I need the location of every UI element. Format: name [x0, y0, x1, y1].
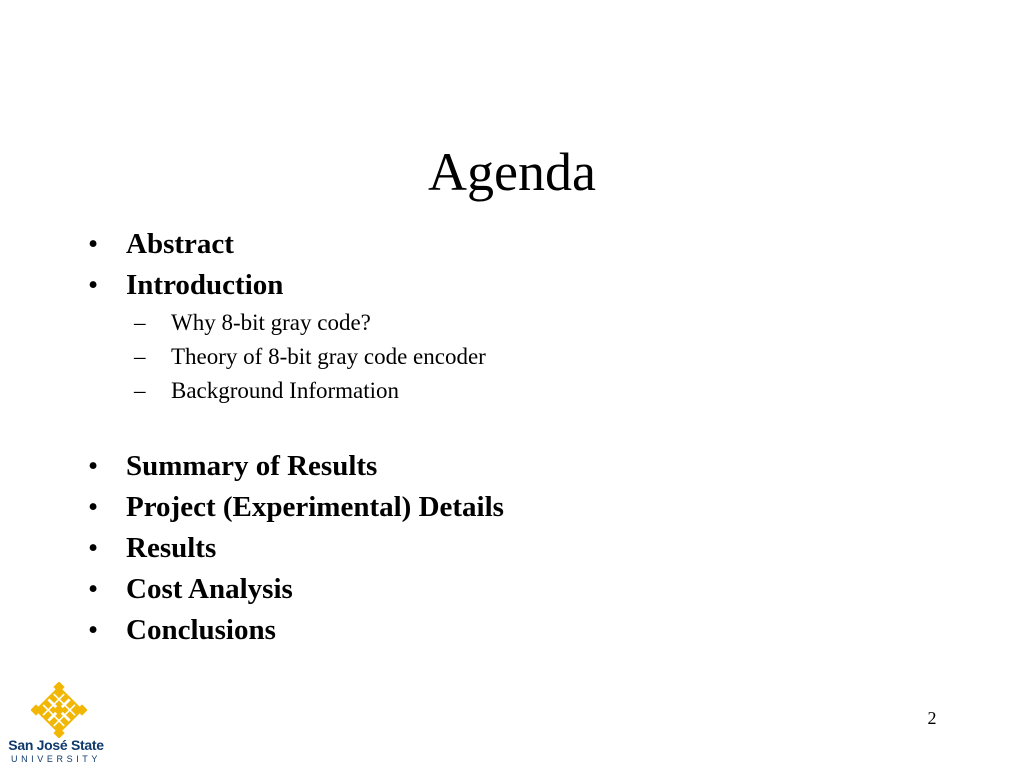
agenda-item-label: Results [126, 532, 217, 564]
dash-icon: – [134, 378, 146, 403]
bullet-icon: • [88, 573, 99, 605]
bullet-icon: • [88, 269, 99, 301]
agenda-item-project-details [88, 487, 968, 528]
subitem-theory [134, 340, 968, 374]
bullet-icon: • [88, 532, 99, 564]
introduction-sublist [134, 306, 968, 408]
agenda-item-label: Abstract [126, 228, 234, 260]
agenda-item-label: Introduction [126, 269, 284, 301]
agenda-item-introduction [88, 265, 968, 306]
agenda-list [88, 224, 968, 651]
agenda-item-abstract [88, 224, 968, 265]
dash-icon: – [134, 344, 146, 369]
subitem-label: Background Information [171, 378, 400, 403]
bullet-icon: • [88, 491, 99, 523]
agenda-item-label: Cost Analysis [126, 573, 293, 605]
bullet-icon: • [88, 228, 99, 260]
subitem-why-gray-code [134, 306, 968, 340]
bullet-icon: • [88, 614, 99, 646]
subitem-background [134, 374, 968, 408]
list-spacer [88, 408, 968, 446]
bullet-icon: • [88, 450, 99, 482]
agenda-item-cost-analysis [88, 569, 968, 610]
agenda-item-label: Summary of Results [126, 450, 378, 482]
agenda-item-conclusions [88, 610, 968, 651]
slide-number: 2 [927, 708, 937, 728]
subitem-label: Why 8-bit gray code? [171, 310, 371, 335]
agenda-item-results [88, 528, 968, 569]
dash-icon: – [134, 310, 146, 335]
logo-university-subtitle: UNIVERSITY [10, 754, 101, 764]
sjsu-logo-icon [31, 682, 87, 738]
agenda-item-label: Conclusions [126, 614, 276, 646]
logo-university-name: San José State [8, 737, 104, 753]
agenda-item-summary [88, 446, 968, 487]
subitem-label: Theory of 8-bit gray code encoder [171, 344, 486, 369]
slide-title: Agenda [428, 142, 596, 203]
university-logo [6, 682, 106, 766]
agenda-item-label: Project (Experimental) Details [126, 491, 504, 523]
